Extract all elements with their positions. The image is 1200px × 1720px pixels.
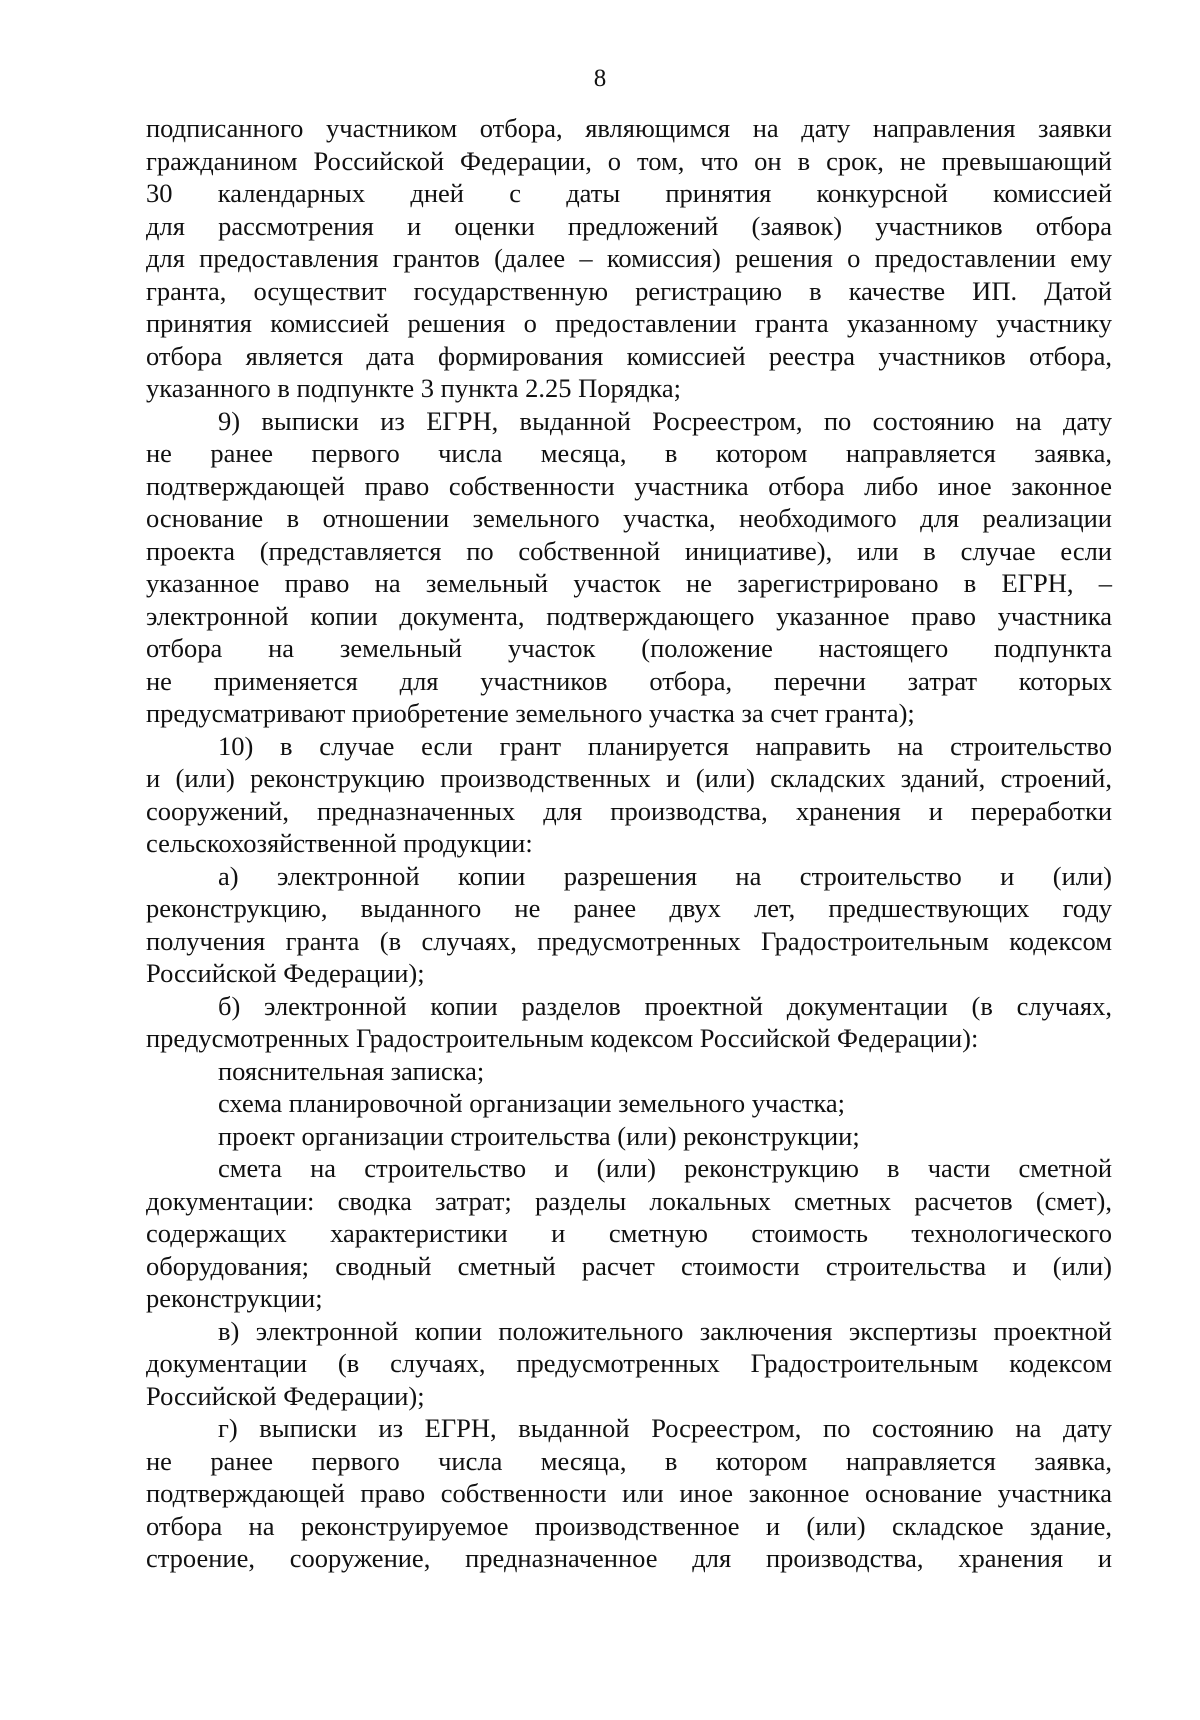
- text-line: сельскохозяйственной продукции:: [146, 828, 533, 858]
- text-line: документации (в случаях, предусмотренных Градостроительным кодексом: [146, 1348, 1112, 1378]
- text-line: для рассмотрения и оценки предложений (заявок) участников отбора: [146, 210, 1112, 241]
- document-body: [146, 112, 1112, 1575]
- text-line: реконструкцию, выданного не ранее двух лет, предшествующих году: [146, 893, 1112, 923]
- text-line: не применяется для участников отбора, перечни затрат которых: [146, 665, 1112, 696]
- text-line: Российской Федерации);: [146, 958, 425, 988]
- text-line: оборудования; сводный сметный расчет стоимости строительства и (или): [146, 1250, 1112, 1281]
- text-line: предусмотренных Градостроительным кодексом Российской Федерации):: [146, 1023, 979, 1053]
- text-line: подтверждающей право собственности участника отбора либо иное законное: [146, 470, 1112, 501]
- text-line: предусматривают приобретение земельного участка за счет гранта);: [146, 698, 915, 728]
- text-line: основание в отношении земельного участка, необходимого для реализации: [146, 503, 1112, 533]
- text-line: отбора является дата формирования комиссией реестра участников отбора,: [146, 340, 1112, 371]
- text-line: принятия комиссией решения о предоставлении гранта указанному участнику: [146, 308, 1112, 338]
- text-line: электронной копии документа, подтверждающего указанное право участника: [146, 600, 1112, 631]
- text-line: не ранее первого числа месяца, в котором направляется заявка,: [146, 1445, 1112, 1476]
- text-line: указанное право на земельный участок не зарегистрировано в ЕГРН, –: [146, 568, 1112, 598]
- text-line: проект организации строительства (или) реконструкции;: [218, 1120, 860, 1151]
- text-line: 30 календарных дней с даты принятия конкурсной комиссией: [146, 178, 1112, 208]
- text-line: 10) в случае если грант планируется направить на строительство: [218, 730, 1112, 761]
- text-line: содержащих характеристики и сметную стоимость технологического: [146, 1218, 1112, 1248]
- text-line: не ранее первого числа месяца, в котором направляется заявка,: [146, 438, 1112, 468]
- text-line: отбора на реконструируемое производственное и (или) складское здание,: [146, 1510, 1112, 1541]
- text-line: в) электронной копии положительного заключения экспертизы проектной: [218, 1315, 1112, 1346]
- text-line: смета на строительство и (или) реконструкцию в части сметной: [218, 1153, 1112, 1183]
- text-line: 9) выписки из ЕГРН, выданной Росреестром, по состоянию на дату: [218, 405, 1112, 436]
- text-line: указанного в подпункте 3 пункта 2.25 Порядка;: [146, 373, 682, 403]
- text-line: гранта, осуществит государственную регистрацию в качестве ИП. Датой: [146, 275, 1112, 306]
- text-line: подтверждающей право собственности или иное законное основание участника: [146, 1478, 1112, 1508]
- text-line: сооружений, предназначенных для производства, хранения и переработки: [146, 795, 1112, 826]
- text-line: для предоставления грантов (далее – комиссия) решения о предоставлении ему: [146, 243, 1112, 273]
- text-line: б) электронной копии разделов проектной документации (в случаях,: [218, 990, 1112, 1021]
- text-line: Российской Федерации);: [146, 1380, 425, 1411]
- text-line: строение, сооружение, предназначенное для производства, хранения и: [146, 1543, 1112, 1573]
- text-line: подписанного участником отбора, являющимся на дату направления заявки: [146, 113, 1112, 143]
- text-line: и (или) реконструкцию производственных и (или) складских зданий, строений,: [146, 763, 1112, 793]
- text-line: пояснительная записка;: [218, 1055, 485, 1086]
- text-line: гражданином Российской Федерации, о том, что он в срок, не превышающий: [146, 145, 1112, 176]
- text-line: г) выписки из ЕГРН, выданной Росреестром, по состоянию на дату: [218, 1413, 1112, 1443]
- text-line: отбора на земельный участок (положение настоящего подпункта: [146, 633, 1112, 663]
- text-line: проекта (представляется по собственной инициативе), или в случае если: [146, 535, 1112, 566]
- text-line: документации: сводка затрат; разделы локальных сметных расчетов (смет),: [146, 1185, 1112, 1216]
- text-line: схема планировочной организации земельного участка;: [218, 1088, 845, 1118]
- text-line: а) электронной копии разрешения на строительство и (или): [218, 860, 1112, 891]
- text-line: получения гранта (в случаях, предусмотренных Градостроительным кодексом: [146, 925, 1112, 956]
- text-line: реконструкции;: [146, 1283, 323, 1313]
- page-number: 8: [593, 65, 607, 92]
